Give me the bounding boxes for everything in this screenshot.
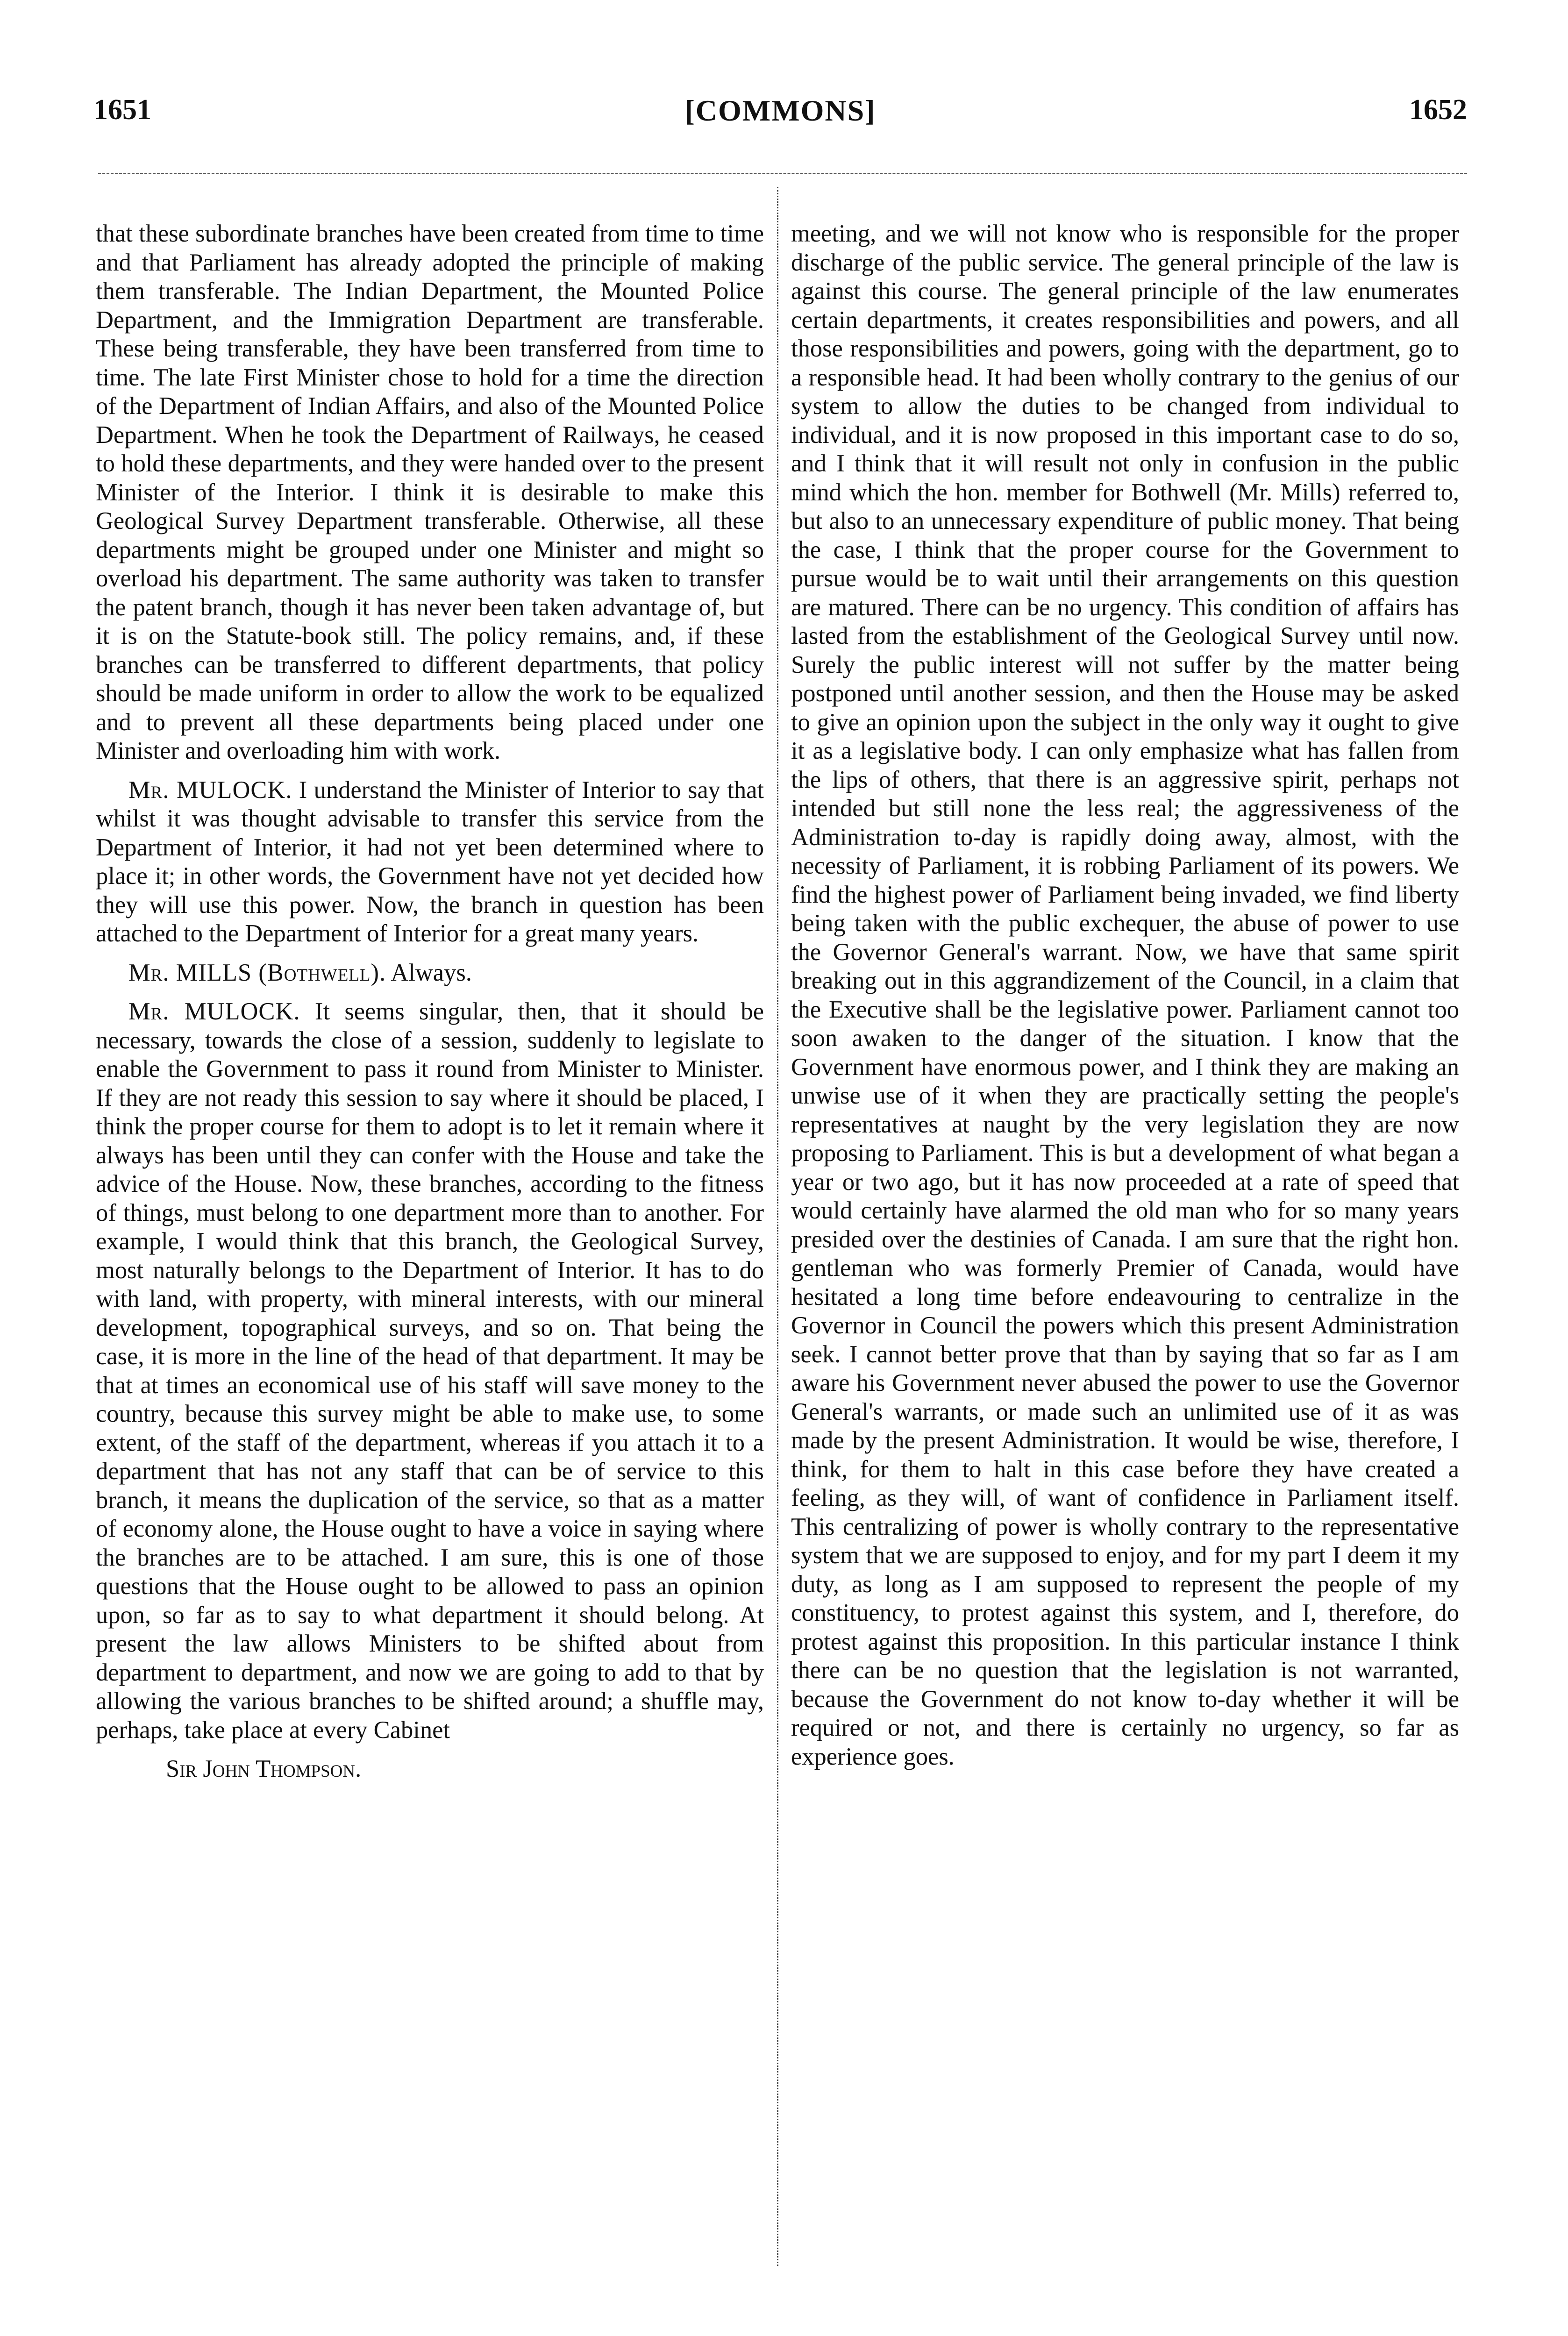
- speech-paragraph: [96, 776, 764, 948]
- speech-paragraph: [96, 997, 764, 1745]
- speaker-name: Mr. MULOCK.: [128, 998, 300, 1025]
- speech-text: Always.: [391, 959, 472, 986]
- speaker-name: Mr. MILLS (Bothwell).: [128, 959, 386, 986]
- speech-text: It seems singular, then, that it should be necessary, towards the close of a session, suddenly to legislate to enable the Government to pass it round from Minister to Minister. If they are not ready this session to say where it should be placed, I think the proper course for them to adopt is to let it remain where it always has been until they can confer with the House and take the advice of the House. Now, these branches, according to the fitness of things, must belong to one department more than to another. For example, I would think that this branch, the Geological Survey, most naturally belongs to the Department of Interior. It has to do with land, with property, with mineral interests, with our mineral development, topographical surveys, and so on. That being the case, it is more in the line of the head of that department. It may be that at times an economical use of his staff will save money to the country, because this survey might be able to make use, to some extent, of the staff of the department, whereas if you attach it to a department that has not any staff that can be of service to this branch, it means the duplication of the service, so that as a matter of economy alone, the House ought to have a voice in saying where the branches are to be attached. I am sure, this is one of those questions that the House ought to be allowed to pass an opinion upon, so far as to say to what department it should belong. At present the law allows Ministers to be shifted about from department to department, and now we are going to add to that by allowing the various branches to be shifted around; a shuffle may, perhaps, take place at every Cabinet: [96, 998, 764, 1744]
- running-title: [COMMONS]: [684, 94, 876, 127]
- page-number-right: 1652: [1409, 94, 1467, 126]
- speech-text: I understand the Minister of Interior to say that whilst it was thought advisable to transfer this service from the Department of Interior, it had not yet been determined where to place it; in other words, the Government have not yet decided how they will use this power. Now, the branch in question has been attached to the Department of Interior for a great many years.: [96, 776, 764, 947]
- right-column: [791, 220, 1459, 1781]
- left-column: [96, 220, 764, 1784]
- column-divider: [777, 187, 778, 2266]
- header-rule: [98, 173, 1467, 174]
- page-header: [93, 93, 1467, 145]
- paragraph: that these subordinate branches have been created from time to time and that Parliament has already adopted the principle of making them transferable. The Indian Department, the Mounted Police Department, and the Immigration Department are transferable. These being transferable, they have been transferred from time to time. The late First Minister chose to hold for a time the direction of the Department of Indian Affairs, and also of the Mounted Police Department. When he took the Department of Railways, he ceased to hold these departments, and they were handed over to the present Minister of the Interior. I think it is desirable to make this Geological Survey Department transferable. Otherwise, all these departments might be grouped under one Minister and might so overload his department. The same authority was taken to transfer the patent branch, though it has never been taken advantage of, but it is on the Statute-book still. The policy remains, and, if these branches can be transferred to different departments, that policy should be made uniform in order to allow the work to be equalized and to prevent all these departments being placed under one Minister and overloading him with work.: [96, 220, 764, 764]
- speaker-name: Mr. MULOCK.: [128, 776, 292, 804]
- catchword: Sir John Thompson.: [166, 1755, 362, 1782]
- speech-paragraph: [96, 959, 764, 988]
- page-number-left: 1651: [93, 94, 151, 126]
- paragraph: meeting, and we will not know who is responsible for the proper discharge of the public service. The general principle of the law is against this course. The general principle of the law enumerates certain departments, it creates responsibilities and powers, and all those responsibilities and powers, going with the department, go to a responsible head. It had been wholly contrary to the genius of our system to allow the duties to be changed from individual to individual, and it is now proposed in this important case to do so, and I think that it will result not only in confusion in the public mind which the hon. member for Bothwell (Mr. Mills) referred to, but also to an unnecessary expenditure of public money. That being the case, I think that the proper course for the Government to pursue would be to wait until their arrangements on this question are matured. There can be no urgency. This condition of affairs has lasted from the establishment of the Geological Survey until now. Surely the public interest will not suffer by the matter being postponed until another session, and then the House may be asked to give an opinion upon the subject in the only way it ought to give it as a legislative body. I can only emphasize what has fallen from the lips of others, that there is an aggressive spirit, perhaps not intended but still none the less real; the aggressiveness of the Administration to-day is rapidly doing away, almost, with the necessity of Parliament, it is robbing Parliament of its powers. We find the highest power of Parliament being invaded, we find liberty being taken with the public exchequer, the abuse of power to use the Governor General's warrant. Now, we have that same spirit breaking out in this aggrandizement of the Council, in a claim that the Executive shall be the legislative power. Parliament cannot too soon awaken to the danger of the situation. I know that the Government have enormous power, and I think they are making an unwise use of it when they are practically setting the people's representatives at naught by the very legislation they are now proposing to Parliament. This is but a development of what began a year or two ago, but it has now proceeded at a rate of speed that would certainly have alarmed the old man who for so many years presided over the destinies of Canada. I am sure that the right hon. gentleman who was formerly Premier of Canada, would have hesitated a long time before endeavouring to centralize in the Governor in Council the powers which this present Administration seek. I cannot better prove that than by saying that so far as I am aware his Government never abused the power to use the Governor General's warrants, or made such an unlimited use of it as was made by the present Administration. It would be wise, therefore, I think, for them to halt in this case before they have created a feeling, as they will, of want of confidence in Parliament itself. This centralizing of power is wholly contrary to the representative system that we are supposed to enjoy, and for my part I deem it my duty, as long as I am supposed to represent the people of my constituency, to protest against this system, and I, therefore, do protest against this proposition. In this particular instance I think there can be no question that the legislation is not warranted, because the Government do not know to-day whether it will be required or not, and there is certainly no urgency, so far as experience goes.: [791, 220, 1459, 1770]
